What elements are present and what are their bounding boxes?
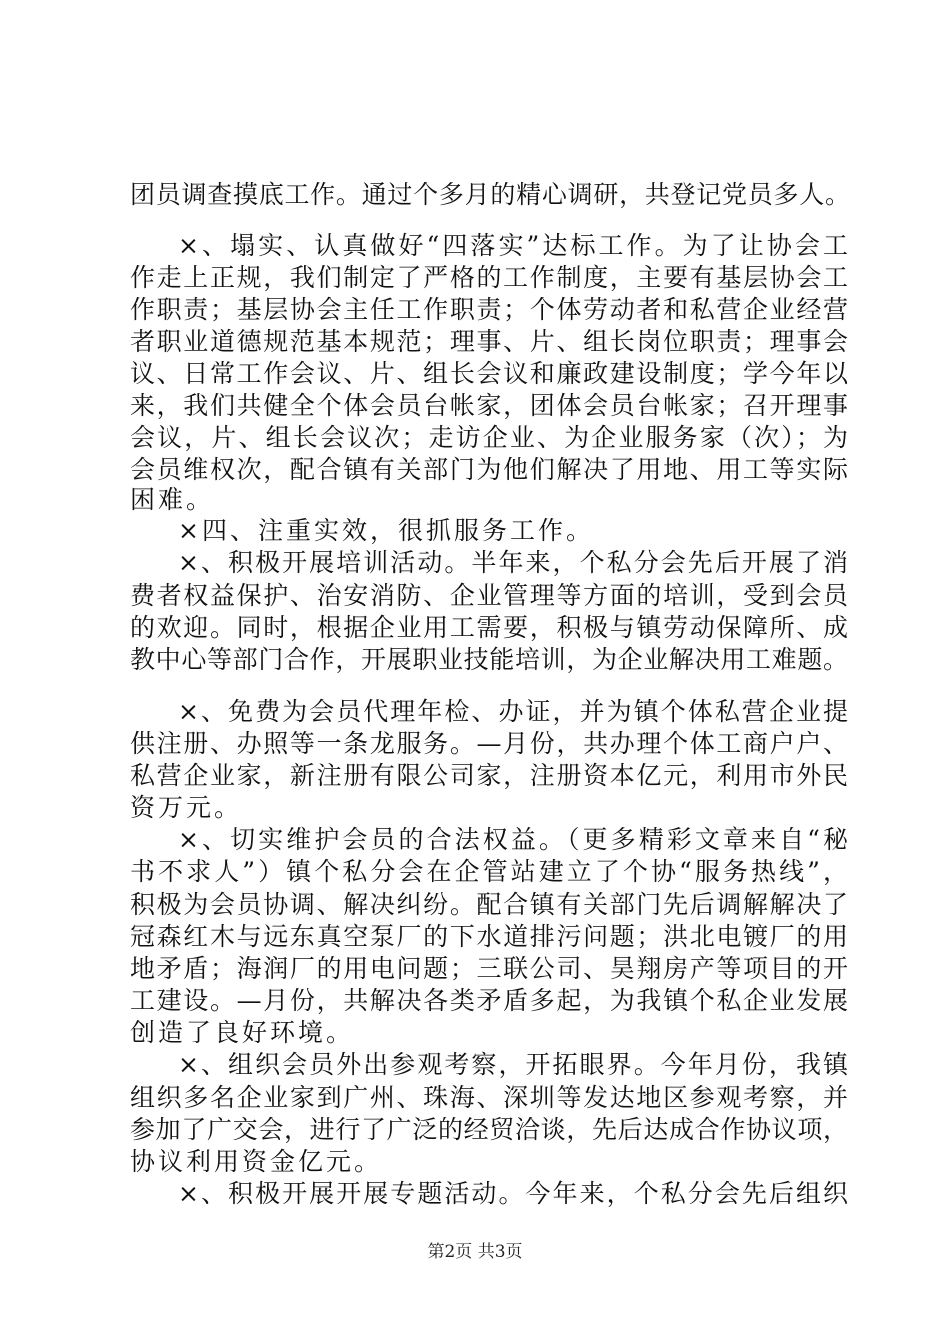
text-line: 参加了广交会，进行了广泛的经贸洽谈，先后达成合作协议项， [130, 1115, 848, 1144]
text-line: 教中心等部门合作，开展职业技能培训，为企业解决用工难题。 [130, 645, 848, 674]
text-line: 团员调查摸底工作。通过个多月的精心调研，共登记党员多人。 [130, 180, 850, 209]
text-line: 作走上正规，我们制定了严格的工作制度，主要有基层协会工 [130, 263, 848, 292]
text-line: 组织多名企业家到广州、珠海、深圳等发达地区参观考察，并 [130, 1083, 848, 1112]
text-line: 供注册、办照等一条龙服务。—月份，共办理个体工商户户、 [130, 729, 848, 758]
text-line: ×、塌实、认真做好“四落实”达标工作。为了让协会工 [178, 231, 848, 260]
text-line: 资万元。 [130, 793, 243, 822]
text-line: 会员维权次，配合镇有关部门为他们解决了用地、用工等实际 [130, 455, 848, 484]
text-line: 协议利用资金亿元。 [130, 1147, 383, 1176]
text-line: 创造了良好环境。 [130, 1018, 355, 1047]
text-line: 的欢迎。同时，根据企业用工需要，积极与镇劳动保障所、成 [130, 613, 848, 642]
page-number-footer: 第2页 共3页 [427, 1242, 523, 1262]
text-line: 来，我们共健全个体会员台帐家，团体会员台帐家；召开理事 [130, 391, 848, 420]
text-line: ×、免费为会员代理年检、办证，并为镇个体私营企业提 [178, 697, 848, 726]
text-line: 私营企业家，新注册有限公司家，注册资本亿元，利用市外民 [130, 761, 848, 790]
text-line: 积极为会员协调、解决纠纷。配合镇有关部门先后调解解决了 [130, 890, 848, 919]
text-line: 会议，片、组长会议次；走访企业、为企业服务家（次）；为 [130, 423, 848, 452]
text-line: 地矛盾；海润厂的用电问题；三联公司、昊翔房产等项目的开 [130, 954, 848, 983]
text-line: ×四、注重实效，很抓服务工作。 [178, 516, 594, 545]
text-line: ×、切实维护会员的合法权益。（更多精彩文章来自“秘 [178, 825, 848, 854]
text-line: ×、组织会员外出参观考察，开拓眼界。今年月份，我镇 [178, 1050, 848, 1079]
text-line: ×、积极开展培训活动。半年来，个私分会先后开展了消 [178, 548, 848, 577]
text-line: 困难。 [130, 485, 215, 514]
text-line: ×、积极开展开展专题活动。今年来，个私分会先后组织 [178, 1179, 848, 1208]
text-line: 书不求人”）镇个私分会在企管站建立了个协“服务热线”， [130, 857, 848, 886]
text-line: 者职业道德规范基本规范；理事、片、组长岗位职责；理事会 [130, 327, 848, 356]
text-line: 工建设。—月份，共解决各类矛盾多起，为我镇个私企业发展 [130, 986, 848, 1015]
text-line: 议、日常工作会议、片、组长会议和廉政建设制度；学今年以 [130, 359, 848, 388]
text-line: 冠森红木与远东真空泵厂的下水道排污问题；洪北电镀厂的用 [130, 922, 848, 951]
text-line: 费者权益保护、治安消防、企业管理等方面的培训，受到会员 [130, 581, 848, 610]
text-line: 作职责；基层协会主任工作职责；个体劳动者和私营企业经营 [130, 295, 848, 324]
